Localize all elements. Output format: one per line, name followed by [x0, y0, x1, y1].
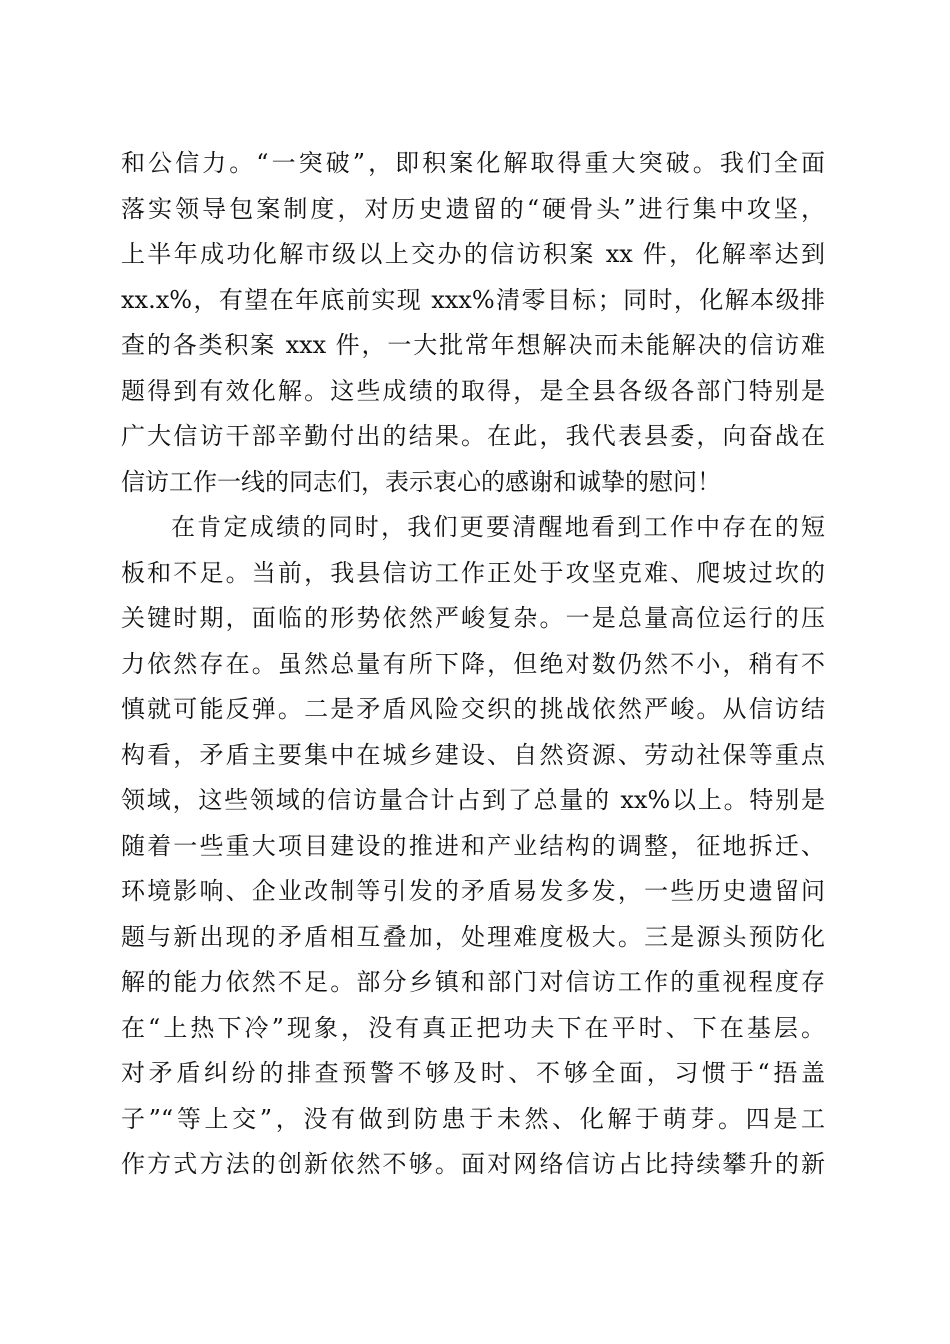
paragraph-shortcomings — [121, 505, 825, 1188]
text-line: 信访工作一线的同志们，表示衷心的感谢和诚挚的慰问！ — [121, 467, 721, 496]
body-text — [121, 141, 825, 1188]
text-line: 和公信力。“一突破”，即积案化解取得重大突破。我们全面 — [121, 149, 825, 177]
text-line: 随着一些重大项目建设的推进和产业结构的调整，征地拆迁、 — [121, 831, 825, 860]
paragraph-achievements — [121, 141, 825, 505]
text-line: 题与新出现的矛盾相互叠加，处理难度极大。三是源头预防化 — [121, 922, 825, 951]
text-line: 对矛盾纠纷的排查预警不够及时、不够全面，习惯于“捂盖 — [121, 1059, 825, 1087]
text-line: 板和不足。当前，我县信访工作正处于攻坚克难、爬坡过坎的 — [121, 558, 825, 587]
text-line: 广大信访干部辛勤付出的结果。在此，我代表县委，向奋战在 — [121, 422, 825, 450]
text-line: 领域，这些领域的信访量合计占到了总量的 xx%以上。特别是 — [121, 786, 825, 814]
text-line: 上半年成功化解市级以上交办的信访积案 xx 件，化解率达到 — [121, 240, 825, 268]
text-line: 题得到有效化解。这些成绩的取得，是全县各级各部门特别是 — [121, 376, 825, 405]
text-line: 慎就可能反弹。二是矛盾风险交织的挑战依然严峻。从信访结 — [121, 695, 825, 723]
text-line: 查的各类积案 xxx 件，一大批常年想解决而未能解决的信访难 — [121, 331, 825, 359]
text-line: xx.x%，有望在年底前实现 xxx%清零目标；同时，化解本级排 — [121, 285, 825, 314]
text-line: 落实领导包案制度，对历史遗留的“硬骨头”进行集中攻坚， — [121, 194, 825, 223]
text-line: 在肯定成绩的同时，我们更要清醒地看到工作中存在的短 — [171, 513, 825, 541]
text-line: 作方式方法的创新依然不够。面对网络信访占比持续攀升的新 — [121, 1150, 825, 1178]
text-line: 解的能力依然不足。部分乡镇和部门对信访工作的重视程度存 — [121, 968, 825, 996]
text-line: 力依然存在。虽然总量有所下降，但绝对数仍然不小，稍有不 — [121, 649, 825, 678]
text-line: 构看，矛盾主要集中在城乡建设、自然资源、劳动社保等重点 — [121, 740, 825, 769]
text-line: 环境影响、企业改制等引发的矛盾易发多发，一些历史遗留问 — [121, 877, 825, 905]
text-line: 子”“等上交”，没有做到防患于未然、化解于萌芽。四是工 — [121, 1104, 825, 1133]
text-line: 关键时期，面临的形势依然严峻复杂。一是总量高位运行的压 — [121, 604, 825, 632]
text-line: 在“上热下冷”现象，没有真正把功夫下在平时、下在基层。 — [121, 1013, 825, 1042]
